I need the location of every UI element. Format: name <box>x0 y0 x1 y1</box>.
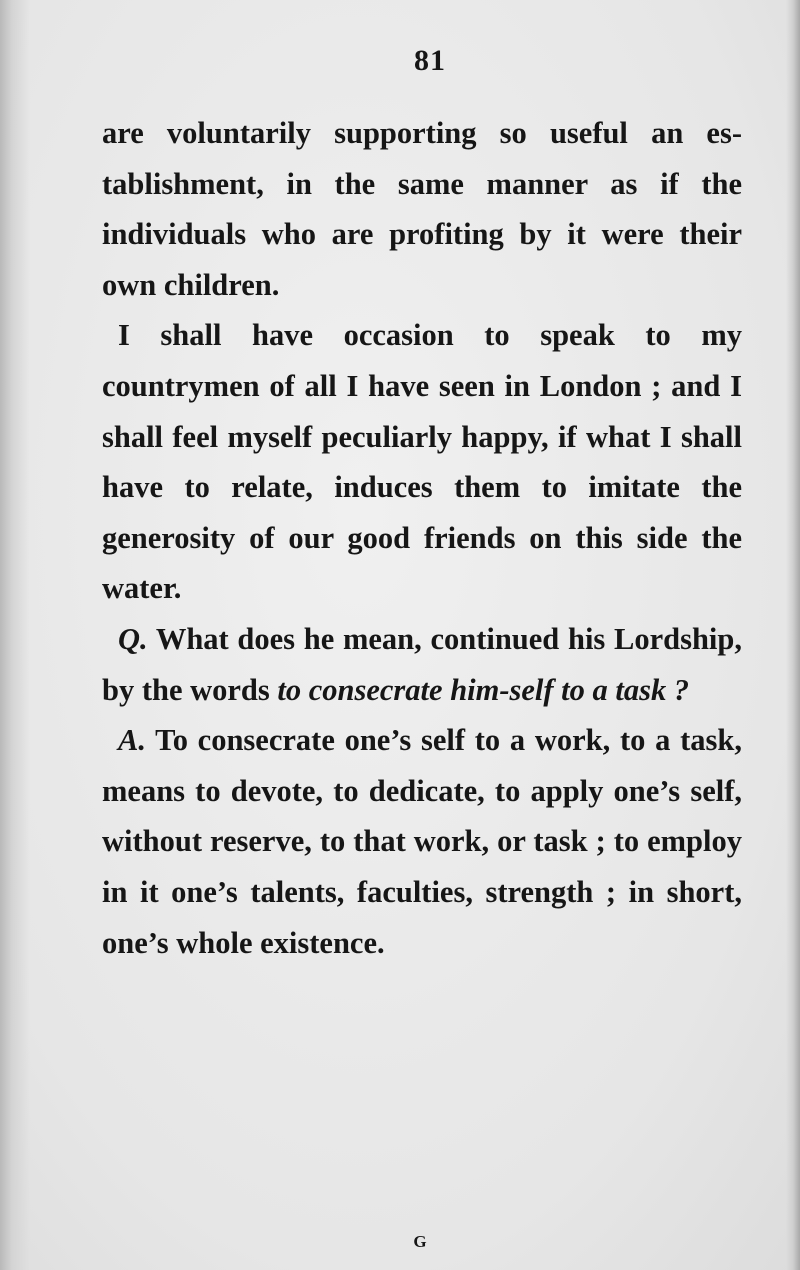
question-italic-phrase: to consecrate him-self to a task ? <box>277 672 690 707</box>
question-text: What does he mean, continued his Lordship, by the words <box>102 621 742 707</box>
page-body-text <box>102 108 742 968</box>
page-edge-shadow-right <box>786 0 800 1270</box>
paragraph-text: I shall have occasion to speak to my countrymen of all I have seen in London ; and I shall feel myself peculiarly happy, if what I shall have to relate, induces them to imitate the generosity of our good friends on this side the water. <box>102 318 742 606</box>
page-gutter-shadow-left <box>0 0 30 1270</box>
page-number: 81 <box>414 44 446 77</box>
question-marker: Q. <box>118 621 148 656</box>
answer-marker: A. <box>118 723 146 758</box>
paragraph-question <box>102 614 742 715</box>
paragraph-continuation <box>102 108 742 310</box>
answer-text: To consecrate one’s self to a work, to a task, means to devote, to dedicate, to apply one’s self, without reserve, to that work, or task ; to employ in it one’s talents, faculties, strength ; in short, one’s whole existence. <box>102 723 742 960</box>
paragraph-countrymen <box>102 310 742 614</box>
signature-mark: G <box>413 1232 427 1251</box>
paragraph-answer <box>102 715 742 968</box>
paragraph-text: are voluntarily supporting so useful an es-tablishment, in the same manner as if the individuals who are profiting by it were their own children. <box>102 116 742 302</box>
